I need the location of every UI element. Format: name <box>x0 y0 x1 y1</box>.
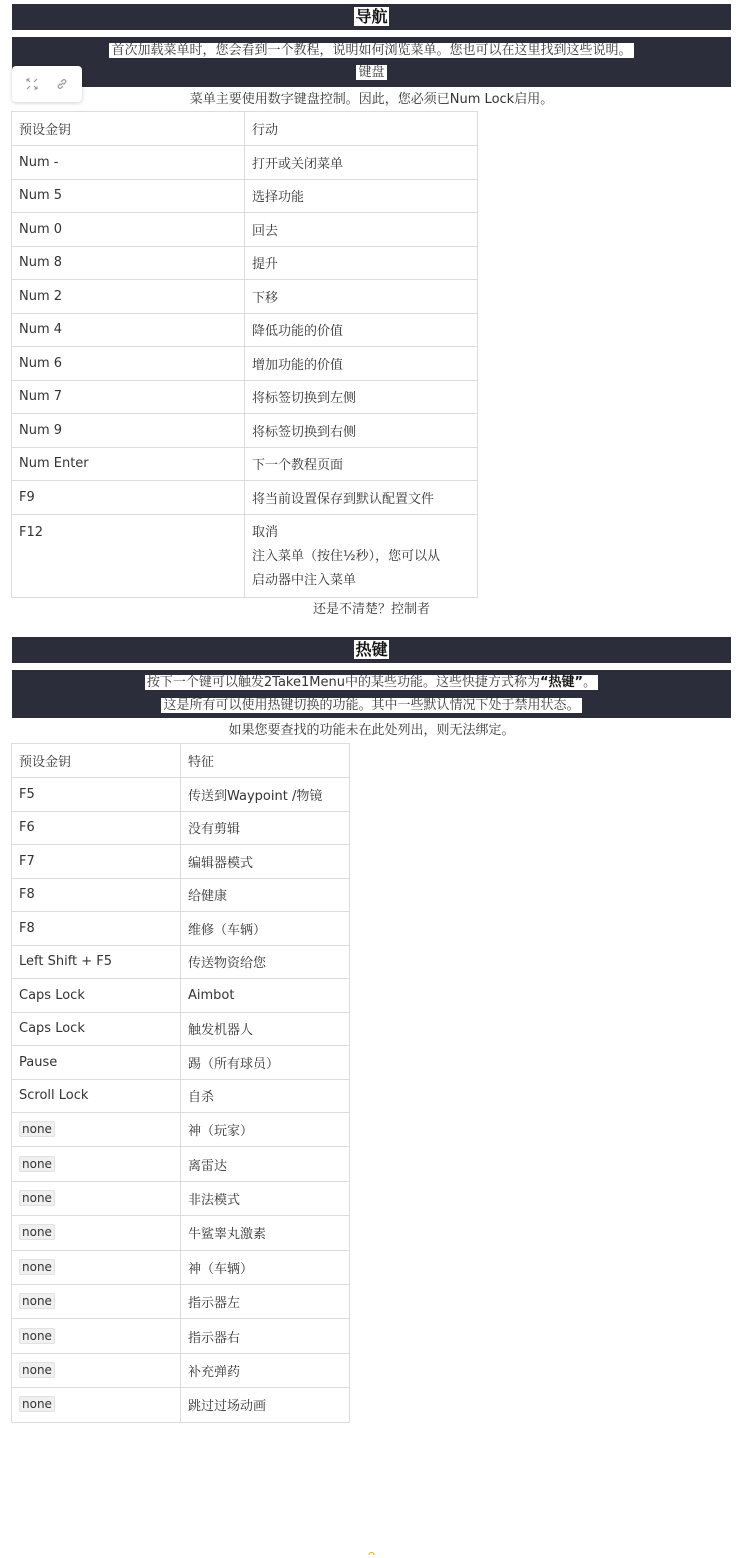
table-row <box>12 347 478 381</box>
navigation-intro-bar <box>12 37 731 87</box>
hotkeys-intro2: 这是所有可以使用热键切换的功能。其中一些默认情况下处于禁用状态。 <box>163 698 580 713</box>
table-row <box>12 1181 350 1215</box>
table-row <box>12 313 478 347</box>
key-cell: Num 4 <box>12 313 245 347</box>
key-cell: F9 <box>12 481 245 515</box>
key-cell: F8 <box>12 912 181 946</box>
feature-cell: 自杀 <box>181 1079 350 1113</box>
action-cell: 将标签切换到右侧 <box>245 414 478 448</box>
action-cell: 降低功能的价值 <box>245 313 478 347</box>
table-row <box>12 845 350 879</box>
navigation-title: 导航 <box>355 7 388 26</box>
feature-cell: 传送到Waypoint /物镜 <box>181 778 350 812</box>
table-row <box>12 514 478 597</box>
navigation-footer-line <box>12 600 731 620</box>
keyboard-table <box>11 111 478 598</box>
feature-cell: 传送物资给您 <box>181 945 350 979</box>
key-code: none <box>19 1328 55 1344</box>
navigation-title-bar <box>12 4 731 30</box>
key-cell: F12 <box>12 514 245 597</box>
table-row <box>12 1353 350 1387</box>
key-code-cell <box>12 1388 181 1422</box>
table-row <box>12 414 478 448</box>
feature-cell: 跳过过场动画 <box>181 1388 350 1422</box>
key-cell: Left Shift + F5 <box>12 945 181 979</box>
loading-spinner-icon <box>368 1549 375 1556</box>
table-row <box>12 811 350 845</box>
key-code-cell <box>12 1353 181 1387</box>
keyboard-heading: 键盘 <box>358 65 385 80</box>
feature-cell: 非法模式 <box>181 1181 350 1215</box>
feature-cell: 离雷达 <box>181 1147 350 1181</box>
hotkeys-note: 如果您要查找的功能未在此处列出，则无法绑定。 <box>228 723 515 738</box>
table-row <box>12 179 478 213</box>
table-row <box>12 280 478 314</box>
feature-cell: 神（玩家） <box>181 1113 350 1147</box>
key-cell: Num 0 <box>12 213 245 247</box>
key-cell: Num 5 <box>12 179 245 213</box>
key-cell: Num Enter <box>12 447 245 481</box>
feature-cell: Aimbot <box>181 979 350 1013</box>
hotkeys-table <box>11 743 350 1423</box>
key-code-cell <box>12 1319 181 1353</box>
key-code: none <box>19 1121 55 1137</box>
hotkeys-title: 热键 <box>355 640 388 659</box>
table-row <box>12 1147 350 1181</box>
feature-cell: 踢（所有球员） <box>181 1046 350 1080</box>
table-row <box>12 1388 350 1422</box>
hotkeys-header-feature: 特征 <box>181 744 350 778</box>
table-row <box>12 1012 350 1046</box>
action-cell: 增加功能的价值 <box>245 347 478 381</box>
table-row <box>12 146 478 180</box>
table-row <box>12 1250 350 1284</box>
keyboard-note-line <box>12 89 731 111</box>
hotkeys-note-line <box>12 720 731 742</box>
table-row <box>12 1079 350 1113</box>
key-code-cell <box>12 1181 181 1215</box>
key-cell: Pause <box>12 1046 181 1080</box>
keyboard-table-header <box>12 112 478 146</box>
action-cell: 下移 <box>245 280 478 314</box>
key-cell: F5 <box>12 778 181 812</box>
feature-cell: 牛鲨睾丸激素 <box>181 1216 350 1250</box>
action-line: 注入菜单（按住½秒），您可以从 <box>252 548 441 564</box>
feature-cell: 编辑器模式 <box>181 845 350 879</box>
feature-cell: 没有剪辑 <box>181 811 350 845</box>
key-cell: Num 6 <box>12 347 245 381</box>
action-line: 取消 <box>252 524 279 540</box>
hotkeys-intro-end: 。 <box>583 675 597 690</box>
key-code-cell <box>12 1147 181 1181</box>
table-row <box>12 447 478 481</box>
table-row <box>12 481 478 515</box>
key-cell: Caps Lock <box>12 1012 181 1046</box>
key-code: none <box>19 1293 55 1309</box>
table-row <box>12 1113 350 1147</box>
key-cell: Num 2 <box>12 280 245 314</box>
key-code-cell <box>12 1113 181 1147</box>
key-cell: Scroll Lock <box>12 1079 181 1113</box>
hotkeys-table-header <box>12 744 350 778</box>
action-cell <box>245 514 478 597</box>
table-row <box>12 246 478 280</box>
key-code-cell <box>12 1284 181 1318</box>
key-code: none <box>19 1156 55 1172</box>
table-row <box>12 979 350 1013</box>
hotkeys-term: “热键” <box>539 675 584 690</box>
table-row <box>12 778 350 812</box>
keyboard-header-key: 预设金钥 <box>12 112 245 146</box>
key-code: none <box>19 1396 55 1412</box>
feature-cell: 指示器左 <box>181 1284 350 1318</box>
action-cell: 将当前设置保存到默认配置文件 <box>245 481 478 515</box>
feature-cell: 神（车辆） <box>181 1250 350 1284</box>
hotkeys-intro-bar <box>12 670 731 718</box>
key-code: none <box>19 1190 55 1206</box>
action-cell: 将标签切换到左侧 <box>245 380 478 414</box>
table-row <box>12 878 350 912</box>
hotkeys-title-bar <box>12 637 731 663</box>
key-cell: Num - <box>12 146 245 180</box>
feature-cell: 维修（车辆） <box>181 912 350 946</box>
key-cell: Num 8 <box>12 246 245 280</box>
keyboard-note: 菜单主要使用数字键盘控制。因此，您必须已Num Lock启用。 <box>189 92 554 107</box>
action-cell: 选择功能 <box>245 179 478 213</box>
hotkeys-intro <box>145 675 598 690</box>
action-line: 启动器中注入菜单 <box>252 572 357 588</box>
feature-cell: 给健康 <box>181 878 350 912</box>
table-row <box>12 1216 350 1250</box>
table-row <box>12 1046 350 1080</box>
navigation-intro: 首次加载菜单时，您会看到一个教程，说明如何浏览菜单。您也可以在这里找到这些说明。 <box>111 43 632 58</box>
key-cell: F7 <box>12 845 181 879</box>
key-code: none <box>19 1259 55 1275</box>
feature-cell: 补充弹药 <box>181 1353 350 1387</box>
table-row <box>12 1284 350 1318</box>
navigation-footer: 还是不清楚？控制者 <box>312 602 430 617</box>
key-cell: F8 <box>12 878 181 912</box>
key-code-cell <box>12 1250 181 1284</box>
keyboard-header-action: 行动 <box>245 112 478 146</box>
table-row <box>12 912 350 946</box>
table-row <box>12 380 478 414</box>
hotkeys-header-key: 预设金钥 <box>12 744 181 778</box>
hotkeys-intro-text: 按下一个键可以触发2Take1Menu中的某些功能。这些快捷方式称为 <box>146 675 540 690</box>
action-cell: 提升 <box>245 246 478 280</box>
feature-cell: 指示器右 <box>181 1319 350 1353</box>
key-code: none <box>19 1224 55 1240</box>
feature-cell: 触发机器人 <box>181 1012 350 1046</box>
key-code: none <box>19 1362 55 1378</box>
key-cell: Caps Lock <box>12 979 181 1013</box>
table-row <box>12 1319 350 1353</box>
action-cell: 下一个教程页面 <box>245 447 478 481</box>
key-cell: Num 9 <box>12 414 245 448</box>
key-cell: Num 7 <box>12 380 245 414</box>
table-row <box>12 213 478 247</box>
action-cell: 打开或关闭菜单 <box>245 146 478 180</box>
action-cell: 回去 <box>245 213 478 247</box>
table-row <box>12 945 350 979</box>
key-cell: F6 <box>12 811 181 845</box>
key-code-cell <box>12 1216 181 1250</box>
